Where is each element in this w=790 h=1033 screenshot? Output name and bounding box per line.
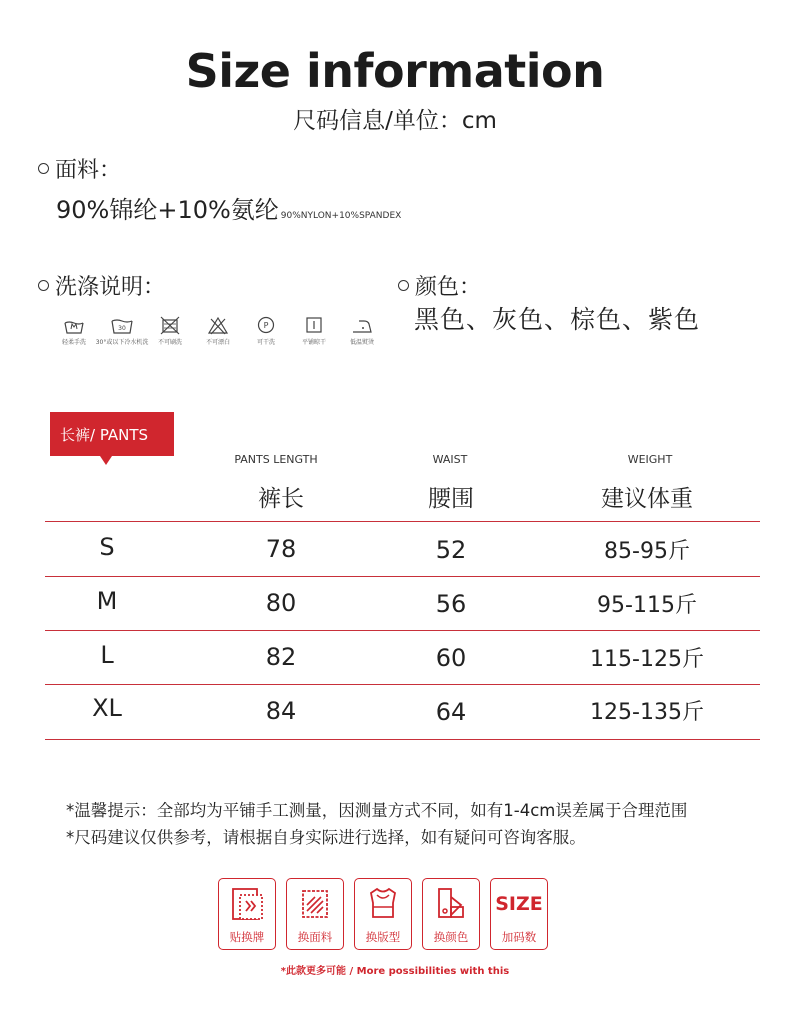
care-heading [38, 270, 165, 301]
feature-label: 换版型 [365, 930, 401, 944]
fabric-icon [295, 885, 335, 923]
care-icons [54, 315, 382, 346]
waist-cell: 64 [435, 698, 467, 726]
care-item [246, 315, 286, 346]
weight-cell: 85-95斤 [604, 539, 690, 564]
svg-text:30: 30 [118, 325, 126, 332]
length-cell: 78 [265, 535, 297, 563]
color-values: 黑色、灰色、棕色、紫色 [414, 305, 701, 334]
feature-label: 加码数 [501, 930, 537, 944]
care-heading-text: 洗涤说明： [55, 275, 166, 300]
table-divider [45, 576, 760, 577]
size-cell: XL [92, 694, 122, 722]
column-header-en: PANTS LENGTH [234, 453, 318, 466]
no-brush-icon [158, 315, 182, 335]
size-cell: L [100, 641, 114, 669]
note-line: *尺码建议仅供参考，请根据自身实际进行选择，如有疑问可咨询客服。 [66, 828, 586, 847]
waist-cell: 60 [435, 644, 467, 672]
feature-change-color[interactable] [422, 878, 480, 950]
length-cell: 82 [265, 643, 297, 671]
column-header-cn: 建议体重 [601, 486, 693, 512]
measurement-notes [66, 797, 687, 851]
column-header-cn: 裤长 [258, 486, 304, 512]
gentle-hand-wash-icon [62, 315, 86, 335]
bullet-icon [38, 163, 49, 174]
feature-label: 贴换牌 [229, 930, 265, 944]
care-label: 平铺晾干 [301, 339, 326, 346]
care-item [54, 315, 94, 346]
column-header-en: WAIST [432, 453, 468, 466]
feature-label: 换颜色 [433, 930, 469, 944]
size-cell: S [99, 533, 115, 561]
weight-cell: 115-125斤 [590, 647, 704, 672]
feature-label: 换面料 [297, 930, 333, 944]
color-heading [398, 270, 481, 301]
care-item [198, 315, 238, 346]
fabric-content-en: 90%NYLON+10%SPANDEX [280, 211, 402, 221]
table-divider [45, 630, 760, 631]
care-label: 30°或以下冷水机洗 [95, 339, 149, 346]
bullet-icon [38, 280, 49, 291]
machine-wash-30-icon [110, 315, 134, 335]
page-subtitle: 尺码信息/单位：cm [293, 108, 497, 134]
tag-pointer [100, 456, 112, 465]
no-bleach-icon [206, 315, 230, 335]
care-item [150, 315, 190, 346]
bullet-icon [398, 280, 409, 291]
weight-cell: 125-135斤 [590, 700, 704, 725]
size-cell: M [96, 587, 118, 615]
low-iron-icon [350, 315, 374, 335]
flat-dry-icon [302, 315, 326, 335]
page-title: Size information [185, 44, 605, 98]
care-label: 不可漂白 [205, 339, 230, 346]
length-cell: 80 [265, 589, 297, 617]
svg-text:P: P [263, 321, 269, 330]
care-item [95, 315, 149, 346]
feature-add-size[interactable] [490, 878, 548, 950]
size-icon: SIZE [495, 893, 543, 915]
garment-pattern-icon [363, 885, 403, 923]
fabric-heading [38, 153, 121, 184]
feature-change-pattern[interactable] [354, 878, 412, 950]
fabric-content [56, 190, 401, 225]
feature-change-fabric[interactable] [286, 878, 344, 950]
column-header-en: WEIGHT [627, 453, 673, 466]
category-tag: 长裤/ PANTS [50, 412, 174, 456]
table-divider [45, 521, 760, 522]
care-item [342, 315, 382, 346]
color-heading-text: 颜色： [415, 275, 482, 300]
feature-relabel[interactable] [218, 878, 276, 950]
weight-cell: 95-115斤 [597, 593, 697, 618]
note-line: *温馨提示：全部均为平铺手工测量，因测量方式不同，如有1-4cm误差属于合理范围 [66, 801, 688, 820]
care-item [294, 315, 334, 346]
care-label: 轻柔手洗 [61, 339, 86, 346]
label-tag-icon [227, 885, 267, 923]
dry-clean-p-icon [254, 315, 278, 335]
fabric-heading-text: 面料： [55, 158, 122, 183]
waist-cell: 56 [435, 590, 467, 618]
table-divider [45, 684, 760, 685]
length-cell: 84 [265, 697, 297, 725]
care-label: 低温熨烫 [349, 339, 374, 346]
table-divider [45, 739, 760, 740]
column-header-cn: 腰围 [428, 486, 474, 512]
color-swatch-icon [431, 885, 471, 923]
care-label: 可干洗 [256, 339, 275, 346]
fabric-content-cn: 90%锦纶+10%氨纶 [56, 196, 279, 224]
care-label: 不可刷洗 [157, 339, 182, 346]
feature-options [218, 878, 548, 950]
more-possibilities-note: *此款更多可能 / More possibilities with this [280, 966, 510, 977]
waist-cell: 52 [435, 536, 467, 564]
